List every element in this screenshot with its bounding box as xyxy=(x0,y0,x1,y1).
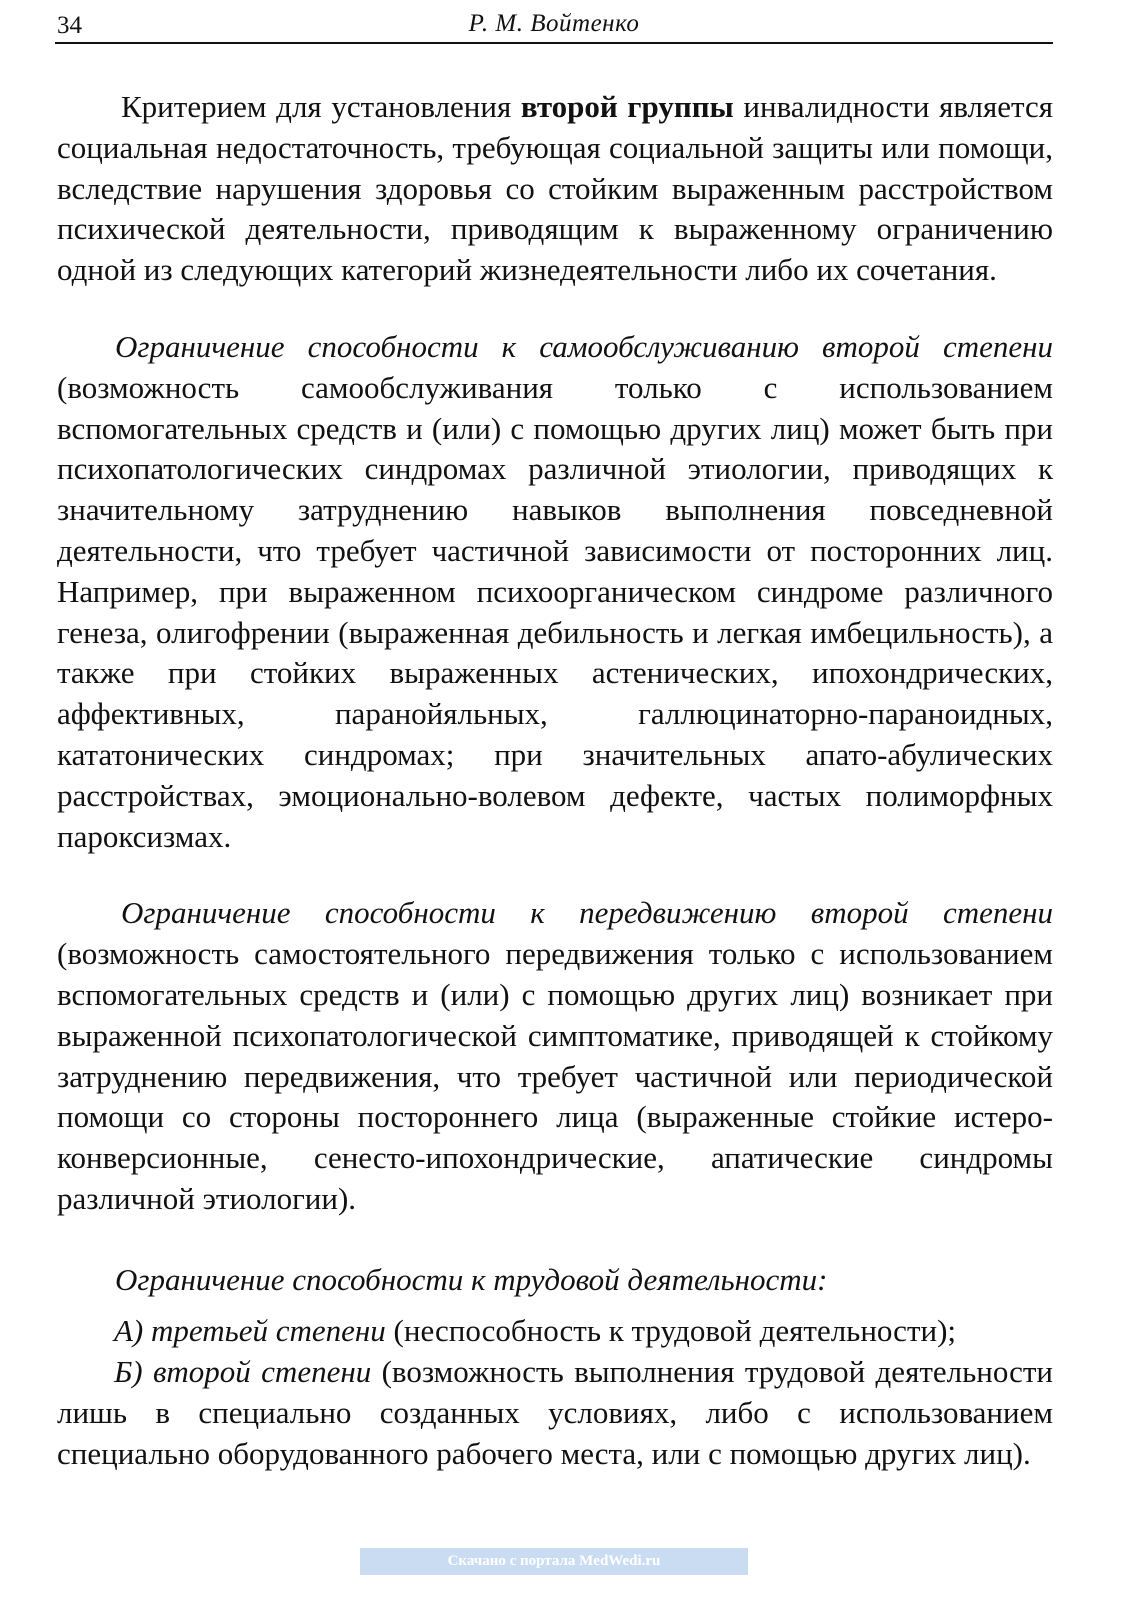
italic-heading-work: Ограничение способности к трудовой деятельности: xyxy=(115,1261,828,1297)
bold-term-second-group: второй группы xyxy=(520,89,734,124)
italic-label-third-degree: А) третьей степени xyxy=(114,1312,386,1348)
running-head-author: Р. М. Войтенко xyxy=(468,10,640,37)
page-number: 34 xyxy=(57,12,82,39)
text-run: (возможность самообслуживания только с использованием вспомогательных средств и (или) с помощью других лиц) может быть при психопатологических синдромах различной этиологии, приводящих к значительному затруднению навыков выполнения повседневной деятельности, что требует частичной зависимости от посторонних лиц. Например, при выраженном психоорганическом синдроме различного генеза, олигофрении (выраженная дебильность и легкая имбецильность), а также при стойких выраженных астенических, ипохондрических, аффективных, паранойяльных, галлюцинаторно-параноидных, кататонических синдромах; при значительных апато-абулических расстройствах, эмоционально-волевом дефекте, частых полиморфных пароксизмах. xyxy=(57,369,1053,854)
text-run: (возможность самостоятельного передвижения только с использованием вспомогательных средств и (или) с помощью других лиц) возникает при выраженной психопатологической симптоматике, приводящей к стойкому затруднению передвижения, что требует частичной или периодической помощи со стороны постороннего лица (выраженные стойкие истеро-конверсионные, сенесто-ипохондрические, апатические синдромы различной этиологии). xyxy=(57,936,1053,1216)
paragraph-mobility-limitation xyxy=(57,893,1053,1219)
italic-heading-mobility: Ограничение способности к передвижению второй степени xyxy=(121,895,1053,931)
text-run: (неспособность к трудовой деятельности); xyxy=(385,1312,957,1348)
text-run: Критерием для установления xyxy=(121,89,521,124)
text-run: (возможность выполнения трудовой деятельности лишь в специально созданных условиях, либо с использованием специально оборудованного рабочего места, или с помощью других лиц). xyxy=(57,1354,1053,1471)
paragraph-work-limitation-heading xyxy=(57,1260,1053,1301)
body-text xyxy=(57,87,1053,1475)
download-watermark: Скачано с портала MedWedi.ru xyxy=(360,1548,748,1575)
list-item-third-degree xyxy=(57,1311,1053,1352)
paragraph-self-care-limitation xyxy=(57,327,1053,857)
italic-heading-self-care: Ограничение способности к самообслуживанию второй степени xyxy=(115,328,1053,364)
text-run: инвалидности является социальная недостаточность, требующая социальной защиты или помощи, вследствие нарушения здоровья со стойким выраженным расстройством психической деятельности, приводящим к выраженному ограничению одной из следующих категорий жизнедеятельности либо их сочетания. xyxy=(57,89,1053,288)
page-header xyxy=(55,4,1053,44)
list-item-second-degree xyxy=(57,1352,1053,1474)
italic-label-second-degree: Б) второй степени xyxy=(114,1354,372,1390)
paragraph-second-group-criterion xyxy=(57,87,1053,291)
